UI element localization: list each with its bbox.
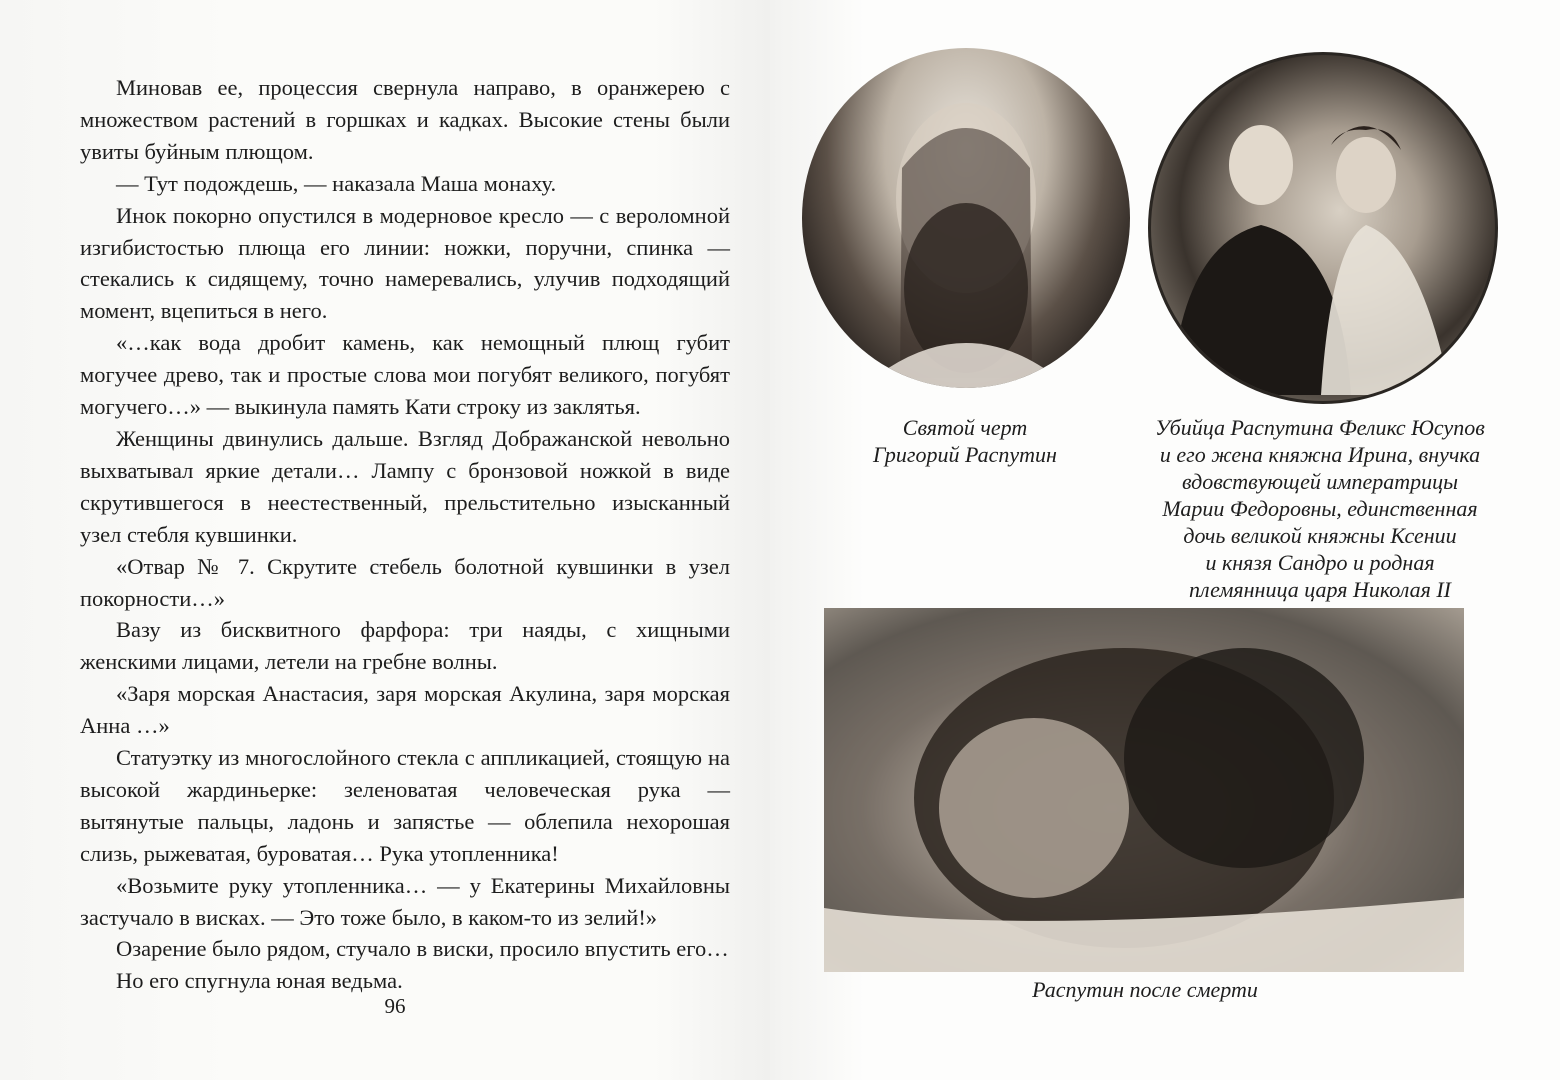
paragraph-6: «Отвар № 7. Скрутите стебель болотной кувшинки в узел покорности…» bbox=[80, 553, 730, 611]
paragraph-5: Женщины двинулись дальше. Взгляд Дображанской невольно выхватывал яркие детали… Лампу с бронзовой ножкой в виде скрутившегося в неестественный, прельстительно изысканный узел стебля кувшинки. bbox=[80, 425, 730, 547]
paragraph-9: Статуэтку из многослойного стекла с аппликацией, стоящую на высокой жардиньерке: зеленоватая человеческая рука — вытянутые пальцы, ладонь и запястье — облепила нехорошая слизь, рыжеватая, буроватая… Рука утопленника! bbox=[80, 745, 730, 866]
left-page bbox=[0, 0, 770, 1080]
paragraph-8: «Заря морская Анастасия, заря морская Акулина, заря морская Анна …» bbox=[80, 681, 730, 739]
caption-rasputin: Святой черт Григорий Распутин bbox=[873, 415, 1057, 467]
paragraph-11: Озарение было рядом, стучало в виски, просило впустить его… bbox=[116, 936, 729, 962]
paragraph-2: — Тут подождешь, — наказала Маша монаху. bbox=[116, 170, 557, 196]
page-number: 96 bbox=[384, 994, 406, 1018]
rasputin-portrait-photo bbox=[802, 48, 1130, 388]
paragraph-10: «Возьмите руку утопленника… — у Екатерины Михайловны застучало в висках. — Это тоже было, в каком-то из зелий!» bbox=[80, 872, 730, 930]
paragraph-1: Миновав ее, процессия свернула направо, в оранжерею с множеством растений в горшках и кадках. Высокие стены были увиты буйным плющом. bbox=[80, 75, 730, 164]
caption-death: Распутин после смерти bbox=[1032, 977, 1258, 1002]
body-text bbox=[80, 72, 730, 997]
paragraph-4: «…как вода дробит камень, как немощный плющ губит могучее древо, так и простые слова мои погубят великого, погубят могучего…» — выкинула память Кати строку из заклятья. bbox=[80, 330, 730, 420]
paragraph-3: Инок покорно опустился в модерновое кресло — с вероломной изгибистостью плюща его линии: ножки, поручни, спинка — стекались к сидящему, точно намеревались, улучив подходящий момент, вцепиться в него. bbox=[80, 202, 730, 324]
yusupov-couple-photo bbox=[1148, 52, 1498, 404]
paragraph-12: Но его спугнула юная ведьма. bbox=[116, 968, 403, 994]
paragraph-7: Вазу из бисквитного фарфора: три наяды, с хищными женскими лицами, летели на гребне волны. bbox=[80, 617, 730, 675]
caption-yusupov: Убийца Распутина Феликс Юсупов и его жена княжна Ирина, внучка вдовствующей императрицы Марии Федоровны, единственная дочь великой княжны Ксении и князя Сандро и родная племянница царя Николая II bbox=[1155, 415, 1485, 602]
rasputin-after-death-photo bbox=[824, 608, 1464, 972]
